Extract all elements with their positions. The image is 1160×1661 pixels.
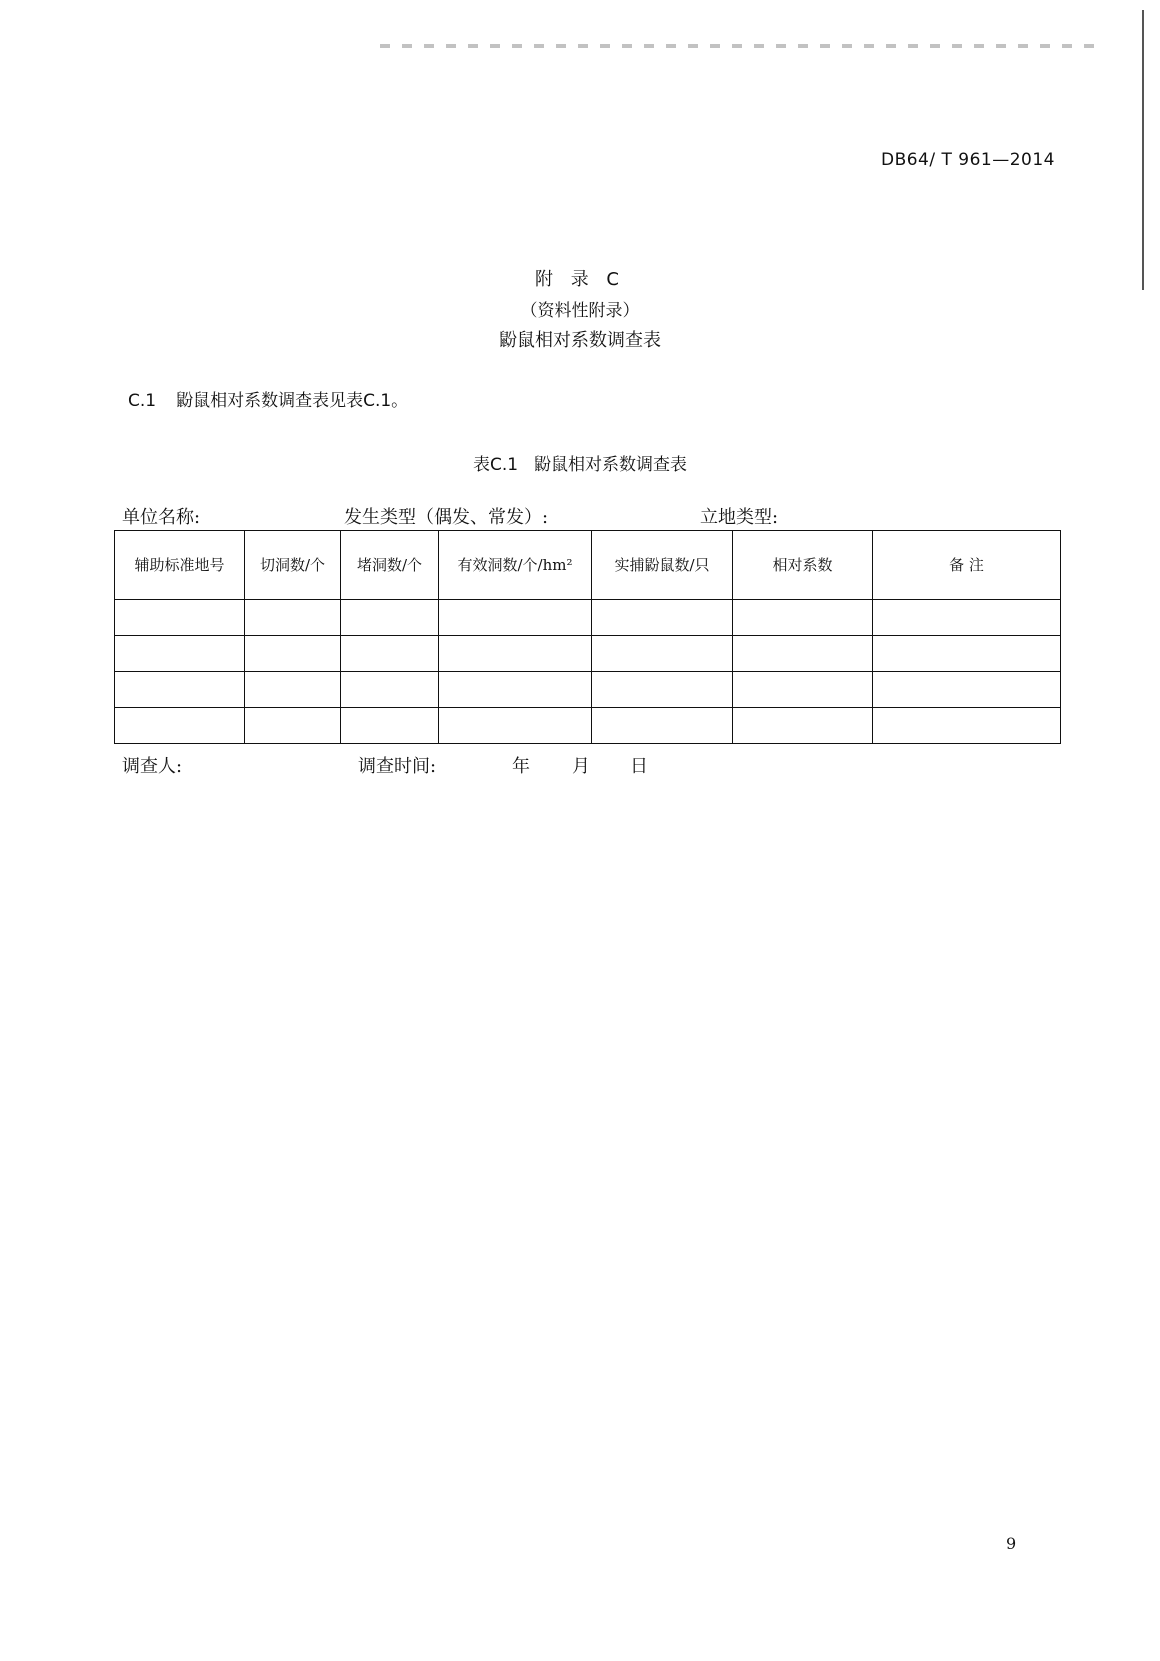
occurrence-type-label: 发生类型（偶发、常发）: (344, 507, 549, 528)
table-cell[interactable] (115, 708, 245, 744)
page-number: 9 (1006, 1534, 1017, 1553)
header-relative-coefficient: 相对系数 (733, 531, 873, 600)
header-effective-holes: 有效洞数/个/hm² (439, 531, 592, 600)
table-cell[interactable] (873, 672, 1061, 708)
standard-number: DB64/ T 961—2014 (880, 150, 1055, 170)
table-cell[interactable] (115, 636, 245, 672)
table-cell[interactable] (115, 600, 245, 636)
appendix-title: 附 录 C (534, 269, 625, 290)
site-type-label: 立地类型: (700, 507, 779, 528)
table-cell[interactable] (341, 600, 439, 636)
clause-number: C.1 (128, 391, 157, 411)
survey-time-label: 调查时间: (358, 756, 437, 777)
table-cell[interactable] (733, 636, 873, 672)
table-row (115, 672, 1061, 708)
table-cell[interactable] (592, 708, 733, 744)
appendix-subject: 鼢鼠相对系数调查表 (499, 330, 661, 351)
table-cell[interactable] (245, 672, 341, 708)
table-cell[interactable] (439, 672, 592, 708)
table-cell[interactable] (245, 600, 341, 636)
table-cell[interactable] (873, 636, 1061, 672)
table-cell[interactable] (245, 708, 341, 744)
table-row (115, 600, 1061, 636)
table-cell[interactable] (733, 672, 873, 708)
appendix-type: （资料性附录） (520, 301, 640, 321)
table-caption-number: 表C.1 (472, 455, 519, 475)
table-cell[interactable] (439, 600, 592, 636)
header-plot-number: 辅助标准地号 (115, 531, 245, 600)
table-header-row (115, 531, 1061, 600)
table-cell[interactable] (733, 600, 873, 636)
table-cell[interactable] (115, 672, 245, 708)
header-cut-holes: 切洞数/个 (245, 531, 341, 600)
table-cell[interactable] (245, 636, 341, 672)
header-rule (380, 44, 1100, 48)
unit-name-label: 单位名称: (122, 507, 201, 528)
header-blocked-holes: 堵洞数/个 (341, 531, 439, 600)
table-cell[interactable] (592, 636, 733, 672)
survey-table (114, 530, 1061, 744)
table-cell[interactable] (439, 708, 592, 744)
header-captured-count: 实捕鼢鼠数/只 (592, 531, 733, 600)
investigator-label: 调查人: (122, 756, 183, 777)
table-cell[interactable] (341, 636, 439, 672)
table-cell[interactable] (733, 708, 873, 744)
table-cell[interactable] (873, 600, 1061, 636)
clause-text: 鼢鼠相对系数调查表见表C.1。 (176, 391, 409, 411)
table-cell[interactable] (341, 672, 439, 708)
table-caption (0, 450, 1160, 475)
year-label: 年 (512, 756, 530, 777)
table-cell[interactable] (592, 672, 733, 708)
table-row (115, 708, 1061, 744)
table-cell[interactable] (341, 708, 439, 744)
table-cell[interactable] (873, 708, 1061, 744)
header-remarks: 备 注 (873, 531, 1061, 600)
scan-edge-mark (1142, 10, 1144, 290)
table-cell[interactable] (592, 600, 733, 636)
table-cell[interactable] (439, 636, 592, 672)
table-caption-title: 鼢鼠相对系数调查表 (534, 455, 688, 475)
clause-c1 (128, 386, 408, 411)
day-label: 日 (630, 756, 648, 777)
table-row (115, 636, 1061, 672)
month-label: 月 (572, 756, 590, 777)
